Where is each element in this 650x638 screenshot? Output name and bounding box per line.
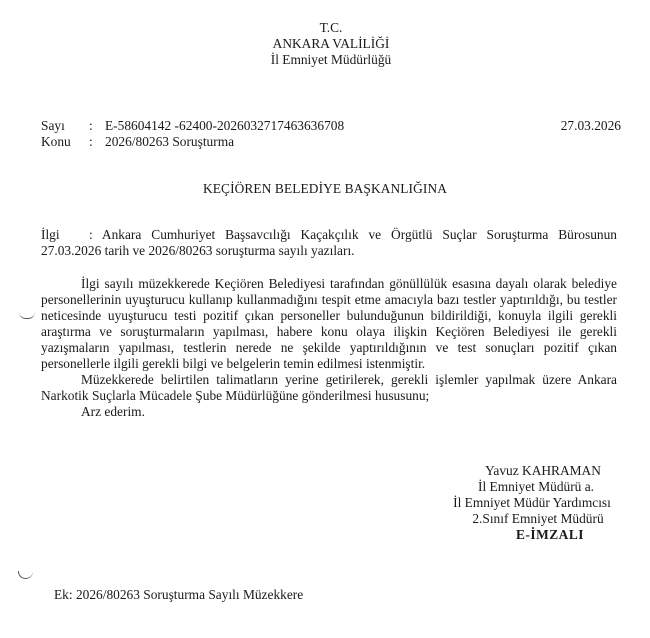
margin-mark-icon bbox=[18, 571, 33, 579]
e-signature-label: E-İMZALI bbox=[516, 527, 584, 542]
reference-text-2: 27.03.2026 tarih ve 2026/80263 soruşturma sayılı yazıları. bbox=[41, 243, 355, 258]
body-paragraph-3: Arz ederim. bbox=[81, 404, 145, 419]
signatory-title-3: 2.Sınıf Emniyet Müdürü bbox=[472, 511, 604, 526]
reference-text-1: : Ankara Cumhuriyet Başsavcılığı Kaçakçılık ve Örgütlü Suçlar Soruşturma Bürosunun bbox=[89, 227, 617, 242]
document-date: 27.03.2026 bbox=[560, 118, 621, 133]
body-paragraph-1: İlgi sayılı müzekkerede Keçiören Belediyesi tarafından gönüllülük esasına dayalı olarak belediye personellerinin uyuşturucu kullanıp kullanmadığını tespit etme amacıyla bazı testler yaptırıldığı, bu testler neticesinde uyuşturucu testi pozitif çıkan personeller bulunduğunun bildirildiği, konuyla ilgili gerekli araştırma ve soruşturmaların yapılması, habere konu olaya ilişkin Keçiören Belediyesi ile gerekli yazışmaların yapılması, testlerin nerede ne şekilde yaptırıldığının ve test sonuçları pozitif çıkan personellerle ilgili gerekli bilgi ve belgelerin temin edilmesi istenmiştir. bbox=[41, 276, 617, 371]
sayi-row bbox=[41, 118, 621, 134]
letter-body bbox=[41, 276, 617, 420]
konu-label: Konu bbox=[41, 134, 71, 149]
letterhead-governorship: ANKARA VALİLİĞİ bbox=[272, 36, 390, 51]
konu-value: 2026/80263 Soruşturma bbox=[105, 134, 235, 149]
signatory-name: Yavuz KAHRAMAN bbox=[485, 463, 601, 478]
sayi-label: Sayı bbox=[41, 118, 65, 133]
addressee: KEÇİÖREN BELEDİYE BAŞKANLIĞINA bbox=[202, 181, 447, 196]
letterhead-tc: T.C. bbox=[319, 20, 343, 35]
body-paragraph-2: Müzekkerede belirtilen talimatların yerine getirilerek, gerekli işlemler yapılmak üzere Ankara Narkotik Suçlarla Mücadele Şube Müdürlüğüne gönderilmesi hususunu; bbox=[41, 372, 617, 403]
signatory-title-1: İl Emniyet Müdürü a. bbox=[477, 479, 595, 494]
letterhead bbox=[0, 20, 650, 68]
reference-line-1 bbox=[41, 227, 617, 243]
konu-colon: : bbox=[89, 134, 93, 149]
margin-mark-icon bbox=[19, 312, 35, 319]
reference-label: İlgi bbox=[41, 227, 60, 242]
signatory-title-2: İl Emniyet Müdür Yardımcısı bbox=[453, 495, 611, 510]
konu-row bbox=[41, 134, 621, 150]
reference-block bbox=[41, 227, 617, 259]
letterhead-department: İl Emniyet Müdürlüğü bbox=[270, 52, 392, 67]
document-meta bbox=[41, 118, 621, 150]
sayi-colon: : bbox=[89, 118, 93, 133]
attachment-note: Ek: 2026/80263 Soruşturma Sayılı Müzekkere bbox=[54, 587, 304, 602]
sayi-value: E-58604142 -62400-2026032717463636708 bbox=[105, 118, 345, 133]
signature-block bbox=[430, 463, 630, 543]
